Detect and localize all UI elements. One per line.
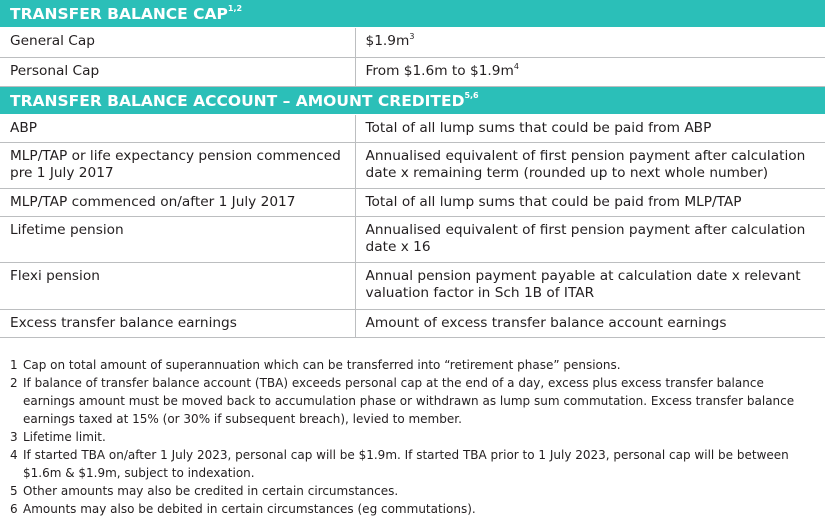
table-row <box>0 143 825 189</box>
footnotes <box>0 356 825 518</box>
tba-row-value: Annualised equivalent of first pension payment after calculation date x remaining term (rounded up to next whole number) <box>355 143 825 189</box>
table-row <box>0 189 825 217</box>
table-row <box>0 28 825 57</box>
footnote-text: If started TBA on/after 1 July 2023, personal cap will be $1.9m. If started TBA prior to 1 July 2023, personal cap will be between $1.6m & $1.9m, subject to indexation. <box>23 448 789 480</box>
footnote-text: If balance of transfer balance account (TBA) exceeds personal cap at the end of a day, excess plus excess transfer balance earnings amount must be moved back to accumulation phase or withdrawn as lump sum commutation. Excess transfer balance earnings taxed at 15% (or 30% if subsequent breach), levied to member. <box>23 376 795 426</box>
tba-row-value: Annual pension payment payable at calculation date x relevant valuation factor in Sch 1B of ITAR <box>355 263 825 310</box>
cap-table <box>0 28 825 87</box>
footnote <box>0 482 825 500</box>
cap-section-title-sup: 1,2 <box>227 4 243 13</box>
footnote <box>0 356 825 374</box>
footnote-text: Amounts may also be debited in certain circumstances (eg commutations). <box>23 502 476 516</box>
footnote <box>0 374 825 428</box>
cap-row-value-sup: 3 <box>409 32 415 41</box>
tba-section-title: TRANSFER BALANCE ACCOUNT – AMOUNT CREDITED <box>10 91 465 110</box>
footnote-number: 1 <box>10 358 18 372</box>
tba-row-value: Total of all lump sums that could be paid from ABP <box>355 115 825 143</box>
tba-row-label: MLP/TAP or life expectancy pension commenced pre 1 July 2017 <box>0 143 355 189</box>
cap-row-label: General Cap <box>0 28 355 57</box>
footnote <box>0 428 825 446</box>
footnote-text: Cap on total amount of superannuation which can be transferred into “retirement phase” pensions. <box>23 358 621 372</box>
footnote-number: 4 <box>10 448 18 462</box>
tba-section-title-sup: 5,6 <box>464 90 479 100</box>
cap-section-title: TRANSFER BALANCE CAP <box>10 5 228 23</box>
cap-section-header <box>0 0 825 28</box>
footnote-text: Other amounts may also be credited in certain circumstances. <box>23 484 399 498</box>
tba-row-label: MLP/TAP commenced on/after 1 July 2017 <box>0 189 355 217</box>
tba-row-value: Annualised equivalent of first pension payment after calculation date x 16 <box>355 217 825 263</box>
footnote <box>0 446 825 482</box>
cap-row-value: From $1.6m to $\$1.9m^4$ <box>355 57 825 86</box>
footnote-number: 5 <box>10 484 18 498</box>
tba-row-label: Flexi pension <box>0 263 355 310</box>
tba-section-header <box>0 87 825 115</box>
tba-row-label: Lifetime pension <box>0 217 355 263</box>
table-row <box>0 263 825 310</box>
tba-table <box>0 115 825 339</box>
tba-row-value: Amount of excess transfer balance account earnings <box>355 310 825 338</box>
cap-row-label: Personal Cap <box>0 57 355 86</box>
footnote-number: 3 <box>10 430 18 444</box>
tba-row-label: ABP <box>0 115 355 143</box>
cap-row-value: $\$1.9m^3$ <box>355 28 825 57</box>
table-row <box>0 310 825 338</box>
cap-row-value-sup: 4 <box>513 61 519 71</box>
footnote-number: 2 <box>10 376 18 390</box>
table-row <box>0 217 825 263</box>
tba-row-label: Excess transfer balance earnings <box>0 310 355 338</box>
footnote-text: Lifetime limit. <box>23 430 106 444</box>
table-row <box>0 115 825 143</box>
table-row <box>0 57 825 86</box>
tba-row-value: Total of all lump sums that could be paid from MLP/TAP <box>355 189 825 217</box>
footnote <box>0 500 825 518</box>
footnote-number: 6 <box>10 502 18 516</box>
